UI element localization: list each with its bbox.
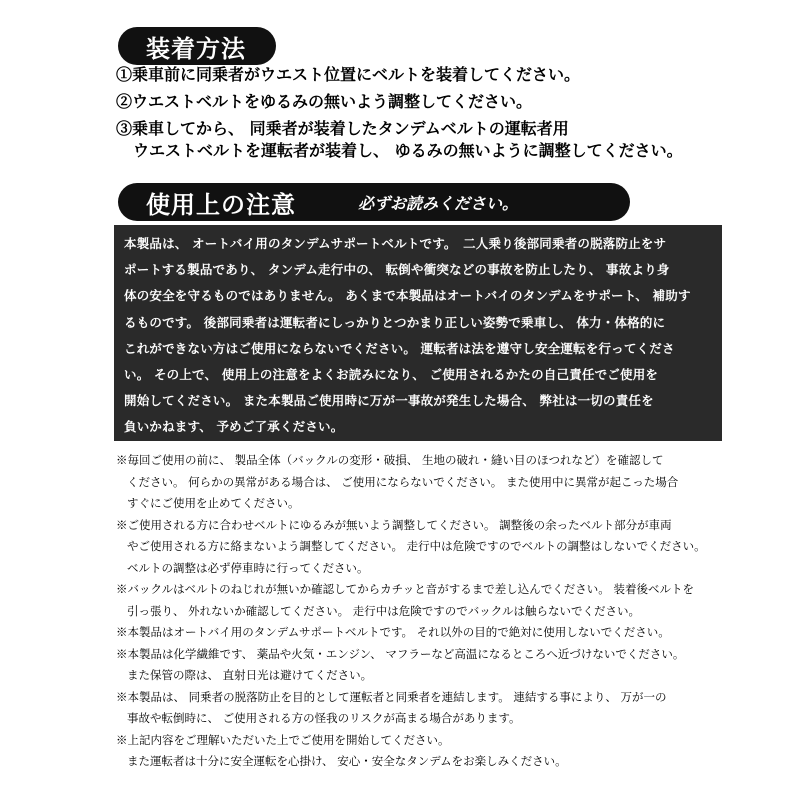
caution-line: すぐにご使用を止めてください。 [127,496,300,510]
caution-line: ※本製品は化学繊維です、 薬品や火気・エンジン、 マフラーなど高温になるところへ近づけないでください。 [116,646,685,661]
step-line: ②ウエストベルトをゆるみの無いよう調整してください。 [116,92,533,111]
notice-line: ポートする製品であり、 タンデム走行中の、 転倒や衝突などの事故を防止したり、 事故より身 [124,262,670,278]
caution-line: やご使用される方に絡まないよう調整してください。 走行中は危険ですのでベルトの調整はしないでください。 [127,539,706,553]
caution-line: 事故や転倒時に、 ご使用される方の怪我のリスクが高まる場合があります。 [127,711,521,725]
caution-item [116,515,736,580]
notice-line: これができない方はご使用にならないでください。 運転者は法を遵守し安全運転を行ってくださ [124,340,675,356]
caution-line: ベルトの調整は必ず停車時に行ってください。 [127,560,369,575]
section-heading-installation [118,27,276,65]
caution-line: ※毎回ご使用の前に、 製品全体（バックルの変形・破損、 生地の破れ・縫い目のほつれなど）を確認して [116,453,664,467]
notice-line: るものです。 後部同乗者は運転者にしっかりとつかまり正しい姿勢で乗車し、 体力・体格的に [124,314,666,330]
caution-line: また保管の際は、 直射日光は避けてください。 [127,668,373,682]
notice-line: 本製品は、 オートバイ用のタンデムサポートベルトです。 二人乗り後部同乗者の脱落防止をサ [124,236,667,251]
caution-list [116,450,736,773]
caution-item [116,450,736,515]
notice-line: 負いかねます、 予めご了承ください。 [124,419,344,435]
step-line: ウエストベルトを運転者が装着し、 ゆるみの無いように調整してください。 [133,141,683,160]
caution-line: 引っ張り、 外れないか確認してください。 走行中は危険ですのでバックルは触らないでください。 [127,603,640,618]
caution-item [116,622,736,644]
caution-line: ※ご使用される方に合わせベルトにゆるみが無いよう調整してください。 調整後の余ったベルト部分が車両 [116,517,672,532]
caution-line: ください。 何らかの異常がある場合は、 ご使用にならないでください。 また使用中に異常が起こった場合 [127,474,679,489]
installation-step [116,91,756,113]
notice-line: い。 その上で、 使用上の注意をよくお読みになり、 ご使用されるかたの自己責任でご使用を [124,367,659,383]
step-line: ③乗車してから、 同乗者が装着したタンデムベルトの運転者用 [116,119,569,138]
notice-box [114,225,722,441]
precautions-subtitle: 必ずお読みください。 [358,193,519,213]
caution-item [116,687,736,730]
caution-line: ※バックルはベルトのねじれが無いか確認してからカチッと音がするまで差し込んでください。 装着後ベルトを [116,582,694,596]
installation-steps [116,64,756,167]
installation-title: 装着方法 [146,34,246,63]
notice-line: 体の安全を守るものではありません。 あくまで本製品はオートバイのタンデムをサポート、 補助す [124,288,691,304]
caution-item [116,730,736,773]
caution-item [116,644,736,687]
caution-item [116,579,736,622]
caution-line: また運転者は十分に安全運転を心掛け、 安心・安全なタンデムをお楽しみください。 [127,754,567,768]
caution-line: ※上記内容をご理解いただいた上でご使用を開始してください。 [116,732,450,747]
caution-line: ※本製品は、 同乗者の脱落防止を目的として運転者と同乗者を連結します。 連結する事により、 万が一の [116,689,667,704]
section-heading-precautions [118,183,630,221]
step-line: ①乗車前に同乗者がウエスト位置にベルトを装着してください。 [116,65,581,84]
installation-step [116,118,756,162]
installation-step [116,64,756,86]
precautions-title: 使用上の注意 [146,190,296,219]
notice-line: 開始してください。 また本製品ご使用時に万が一事故が発生した場合、 弊社は一切の責任を [124,393,654,409]
caution-line: ※本製品はオートバイ用のタンデムサポートベルトです。 それ以外の目的で絶対に使用しないでください。 [116,625,670,639]
